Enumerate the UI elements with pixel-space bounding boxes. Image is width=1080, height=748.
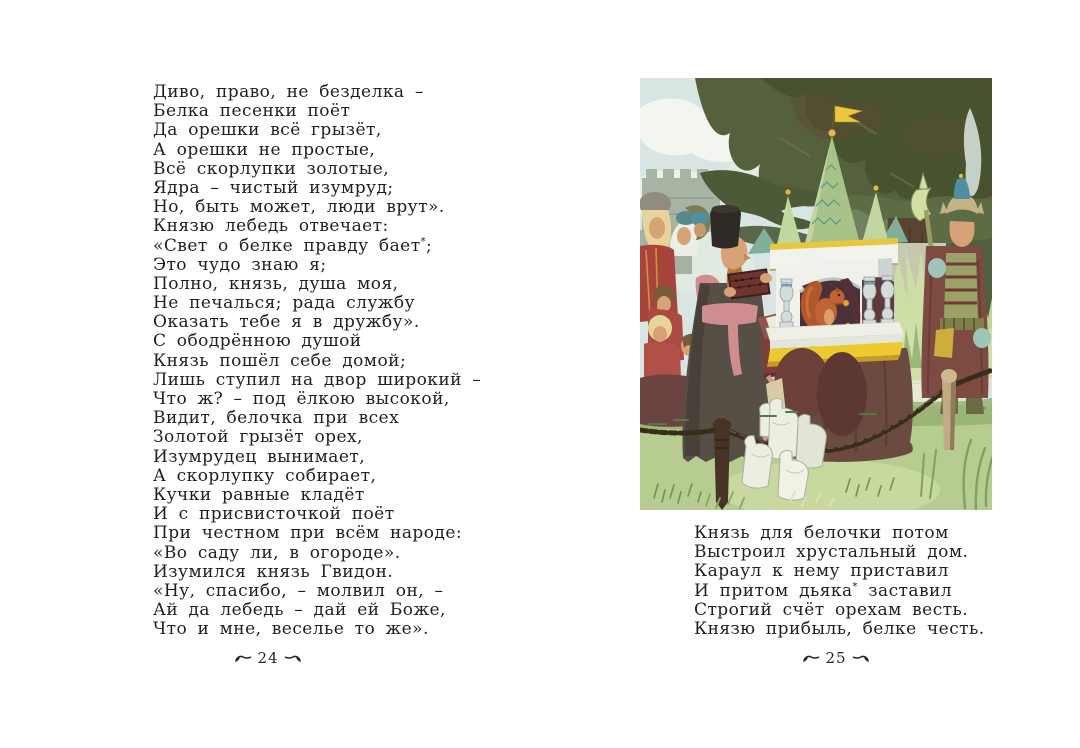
footnote-asterisk: * xyxy=(420,235,426,247)
page-number-25 xyxy=(736,649,936,667)
poem-line: А скорлупку собирает, xyxy=(153,465,377,486)
poem-line: Ядра – чистый изумруд; xyxy=(153,177,394,198)
poem-line: Что и мне, веселье то же». xyxy=(153,619,429,640)
page-number-label: 24 xyxy=(257,649,279,667)
poem-line: Видит, белочка при всех xyxy=(153,408,400,429)
poem-line: И притом дьяка* заставил xyxy=(694,580,953,601)
poem-line: Строгий счёт орехам весть. xyxy=(694,599,969,620)
poem-line: Кучки равные кладёт xyxy=(153,484,365,505)
folio-swash-right-icon xyxy=(284,654,301,663)
poem-line: Белка песенки поёт xyxy=(153,101,351,122)
poem-line: И с присвисточкой поёт xyxy=(153,504,395,525)
poem-line: Это чудо знаю я; xyxy=(153,254,327,275)
footnote-asterisk: * xyxy=(852,580,858,592)
poem-line: А орешки не простые, xyxy=(153,139,376,160)
poem-line: Лишь ступил на двор широкий – xyxy=(153,369,482,390)
poem-line: Князю лебедь отвечает: xyxy=(153,216,389,237)
poem-line: Оказать тебе я в дружбу». xyxy=(153,312,420,333)
poem-line: «Свет о белке правду бает*; xyxy=(153,235,433,256)
page-number-label: 25 xyxy=(825,649,847,667)
poem-line: С ободрённою душой xyxy=(153,331,362,352)
poem-line: Что ж? – под ёлкою высокой, xyxy=(153,389,450,409)
poem-line: Изумрудец вынимает, xyxy=(153,446,366,467)
poem-line: При честном при всём народе: xyxy=(153,523,463,544)
poem-right-column xyxy=(694,524,985,639)
folio-swash-left-icon xyxy=(235,654,252,663)
folio-swash-left-icon xyxy=(803,654,820,663)
poem-line: Не печалься; рада службу xyxy=(153,293,416,314)
poem-line: Ай да лебедь – дай ей Боже, xyxy=(153,600,446,621)
poem-line: Но, быть может, люди врут». xyxy=(153,197,445,218)
poem-line: «Во саду ли, в огороде». xyxy=(153,542,401,563)
poem-line: «Ну, спасибо, – молвил он, – xyxy=(153,580,444,601)
poem-line: Золотой грызёт орех, xyxy=(153,427,363,448)
poem-line: Князь пошёл себе домой; xyxy=(153,350,407,371)
poem-line: Всё скорлупки золотые, xyxy=(153,158,390,179)
page-number-24 xyxy=(168,649,368,667)
poem-line: Караул к нему приставил xyxy=(694,561,949,582)
poem-left-column xyxy=(153,83,481,639)
illustration-squirrel-crystal-house xyxy=(640,78,992,510)
folio-swash-right-icon xyxy=(852,654,869,663)
poem-line: Выстроил хрустальный дом. xyxy=(694,542,969,563)
illustration-canvas xyxy=(640,78,992,510)
poem-line: Диво, право, не безделка – xyxy=(153,82,424,102)
poem-line: Князю прибыль, белке честь. xyxy=(694,618,985,639)
poem-line: Князь для белочки потом xyxy=(694,523,949,543)
poem-line: Полно, князь, душа моя, xyxy=(153,273,399,294)
poem-line: Изумился князь Гвидон. xyxy=(153,561,394,582)
poem-line: Да орешки всё грызёт, xyxy=(153,120,382,141)
